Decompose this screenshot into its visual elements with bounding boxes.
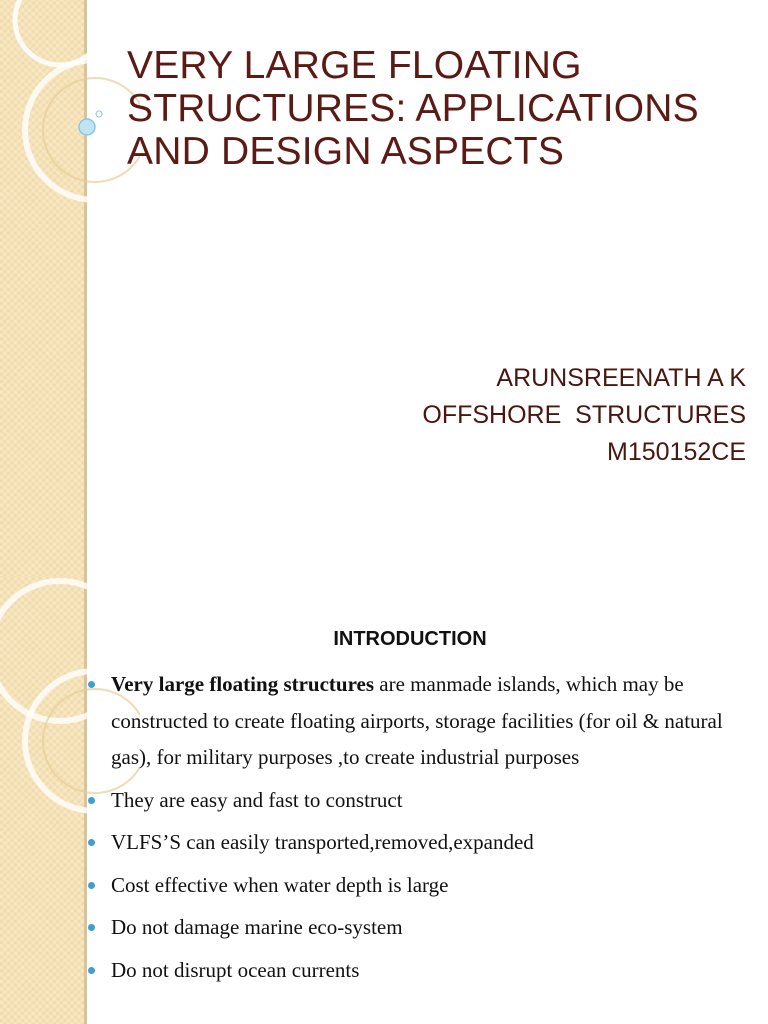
bullet-icon: [88, 967, 95, 974]
bullet-icon: [88, 839, 95, 846]
bullet-icon: [88, 882, 95, 889]
bullet-text: VLFS’S can easily transported,removed,expanded: [111, 830, 534, 854]
bullet-text: are manmade islands, which may be constructed to create floating airports, storage facilities (for oil & natural gas), for military purposes ,to create industrial purposes: [111, 672, 723, 769]
bold-phrase: Very large floating structures: [111, 672, 375, 696]
bullet-icon: [88, 681, 95, 688]
bullet-icon: [88, 924, 95, 931]
list-item: [88, 952, 728, 989]
section-heading: INTRODUCTION: [333, 628, 487, 650]
list-item: [88, 909, 728, 946]
list-item: [88, 867, 728, 904]
roll-number: M150152CE: [607, 438, 746, 466]
bullet-list: [88, 666, 728, 994]
bullet-text: Do not disrupt ocean currents: [111, 957, 360, 982]
course-name: OFFSHORE STRUCTURES: [422, 401, 746, 429]
bullet-text: They are easy and fast to construct: [111, 787, 403, 812]
bullet-icon: [88, 797, 95, 804]
presenter-name: ARUNSREENATH A K: [496, 364, 746, 392]
bullet-text: Cost effective when water depth is large: [111, 872, 449, 897]
list-item: [88, 824, 728, 861]
bullet-text: Do not damage marine eco-system: [111, 915, 403, 939]
list-item: [88, 666, 728, 776]
decorative-rings-icon: [0, 0, 140, 260]
list-item: [88, 782, 728, 819]
slide-title: VERY LARGE FLOATING STRUCTURES: APPLICATIONS AND DESIGN ASPECTS: [127, 44, 699, 173]
presenter-info: [246, 360, 746, 471]
